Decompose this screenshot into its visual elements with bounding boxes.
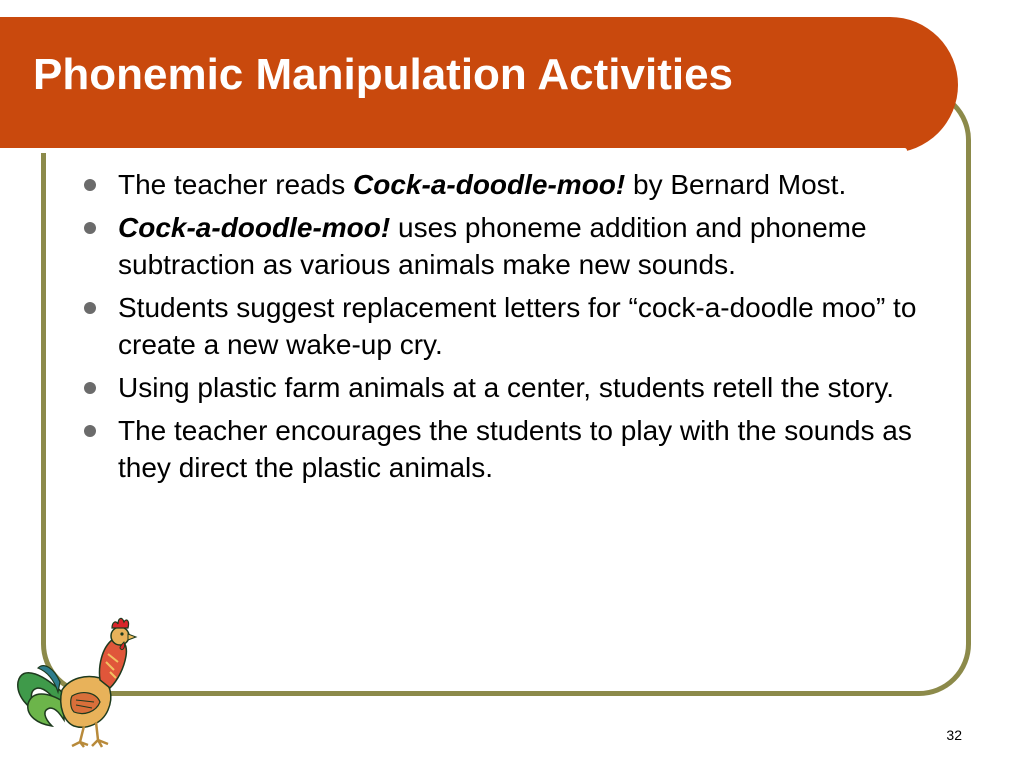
bullet-text-after: uses phoneme addition and phoneme subtraction as various animals make new sounds. [118, 212, 867, 280]
slide-title: Phonemic Manipulation Activities [33, 50, 734, 99]
bullet-icon [84, 222, 96, 234]
bullet-icon [84, 425, 96, 437]
bullet-text-after: by Bernard Most. [625, 169, 847, 200]
bullet-item [84, 412, 934, 486]
title-underline [0, 148, 907, 153]
bullet-text-before: Using plastic farm animals at a center, students retell the story. [118, 372, 895, 403]
rooster-icon [14, 604, 140, 748]
bullet-item [84, 209, 934, 283]
bullet-icon [84, 302, 96, 314]
bullet-text-before: The teacher encourages the students to play with the sounds as they direct the plastic animals. [118, 415, 912, 483]
bullet-icon [84, 179, 96, 191]
bullet-list [84, 166, 934, 492]
bullet-text-before: The teacher reads [118, 169, 354, 200]
bullet-item [84, 369, 934, 406]
book-title: Cock-a-doodle-moo! [353, 169, 626, 200]
bullet-text-before: Students suggest replacement letters for “cock-a-doodle moo” to create a new wake-up cry. [118, 292, 917, 360]
book-title: Cock-a-doodle-moo! [118, 212, 391, 243]
bullet-icon [84, 382, 96, 394]
bullet-item [84, 289, 934, 363]
page-number: 32 [946, 727, 962, 743]
bullet-item [84, 166, 934, 203]
